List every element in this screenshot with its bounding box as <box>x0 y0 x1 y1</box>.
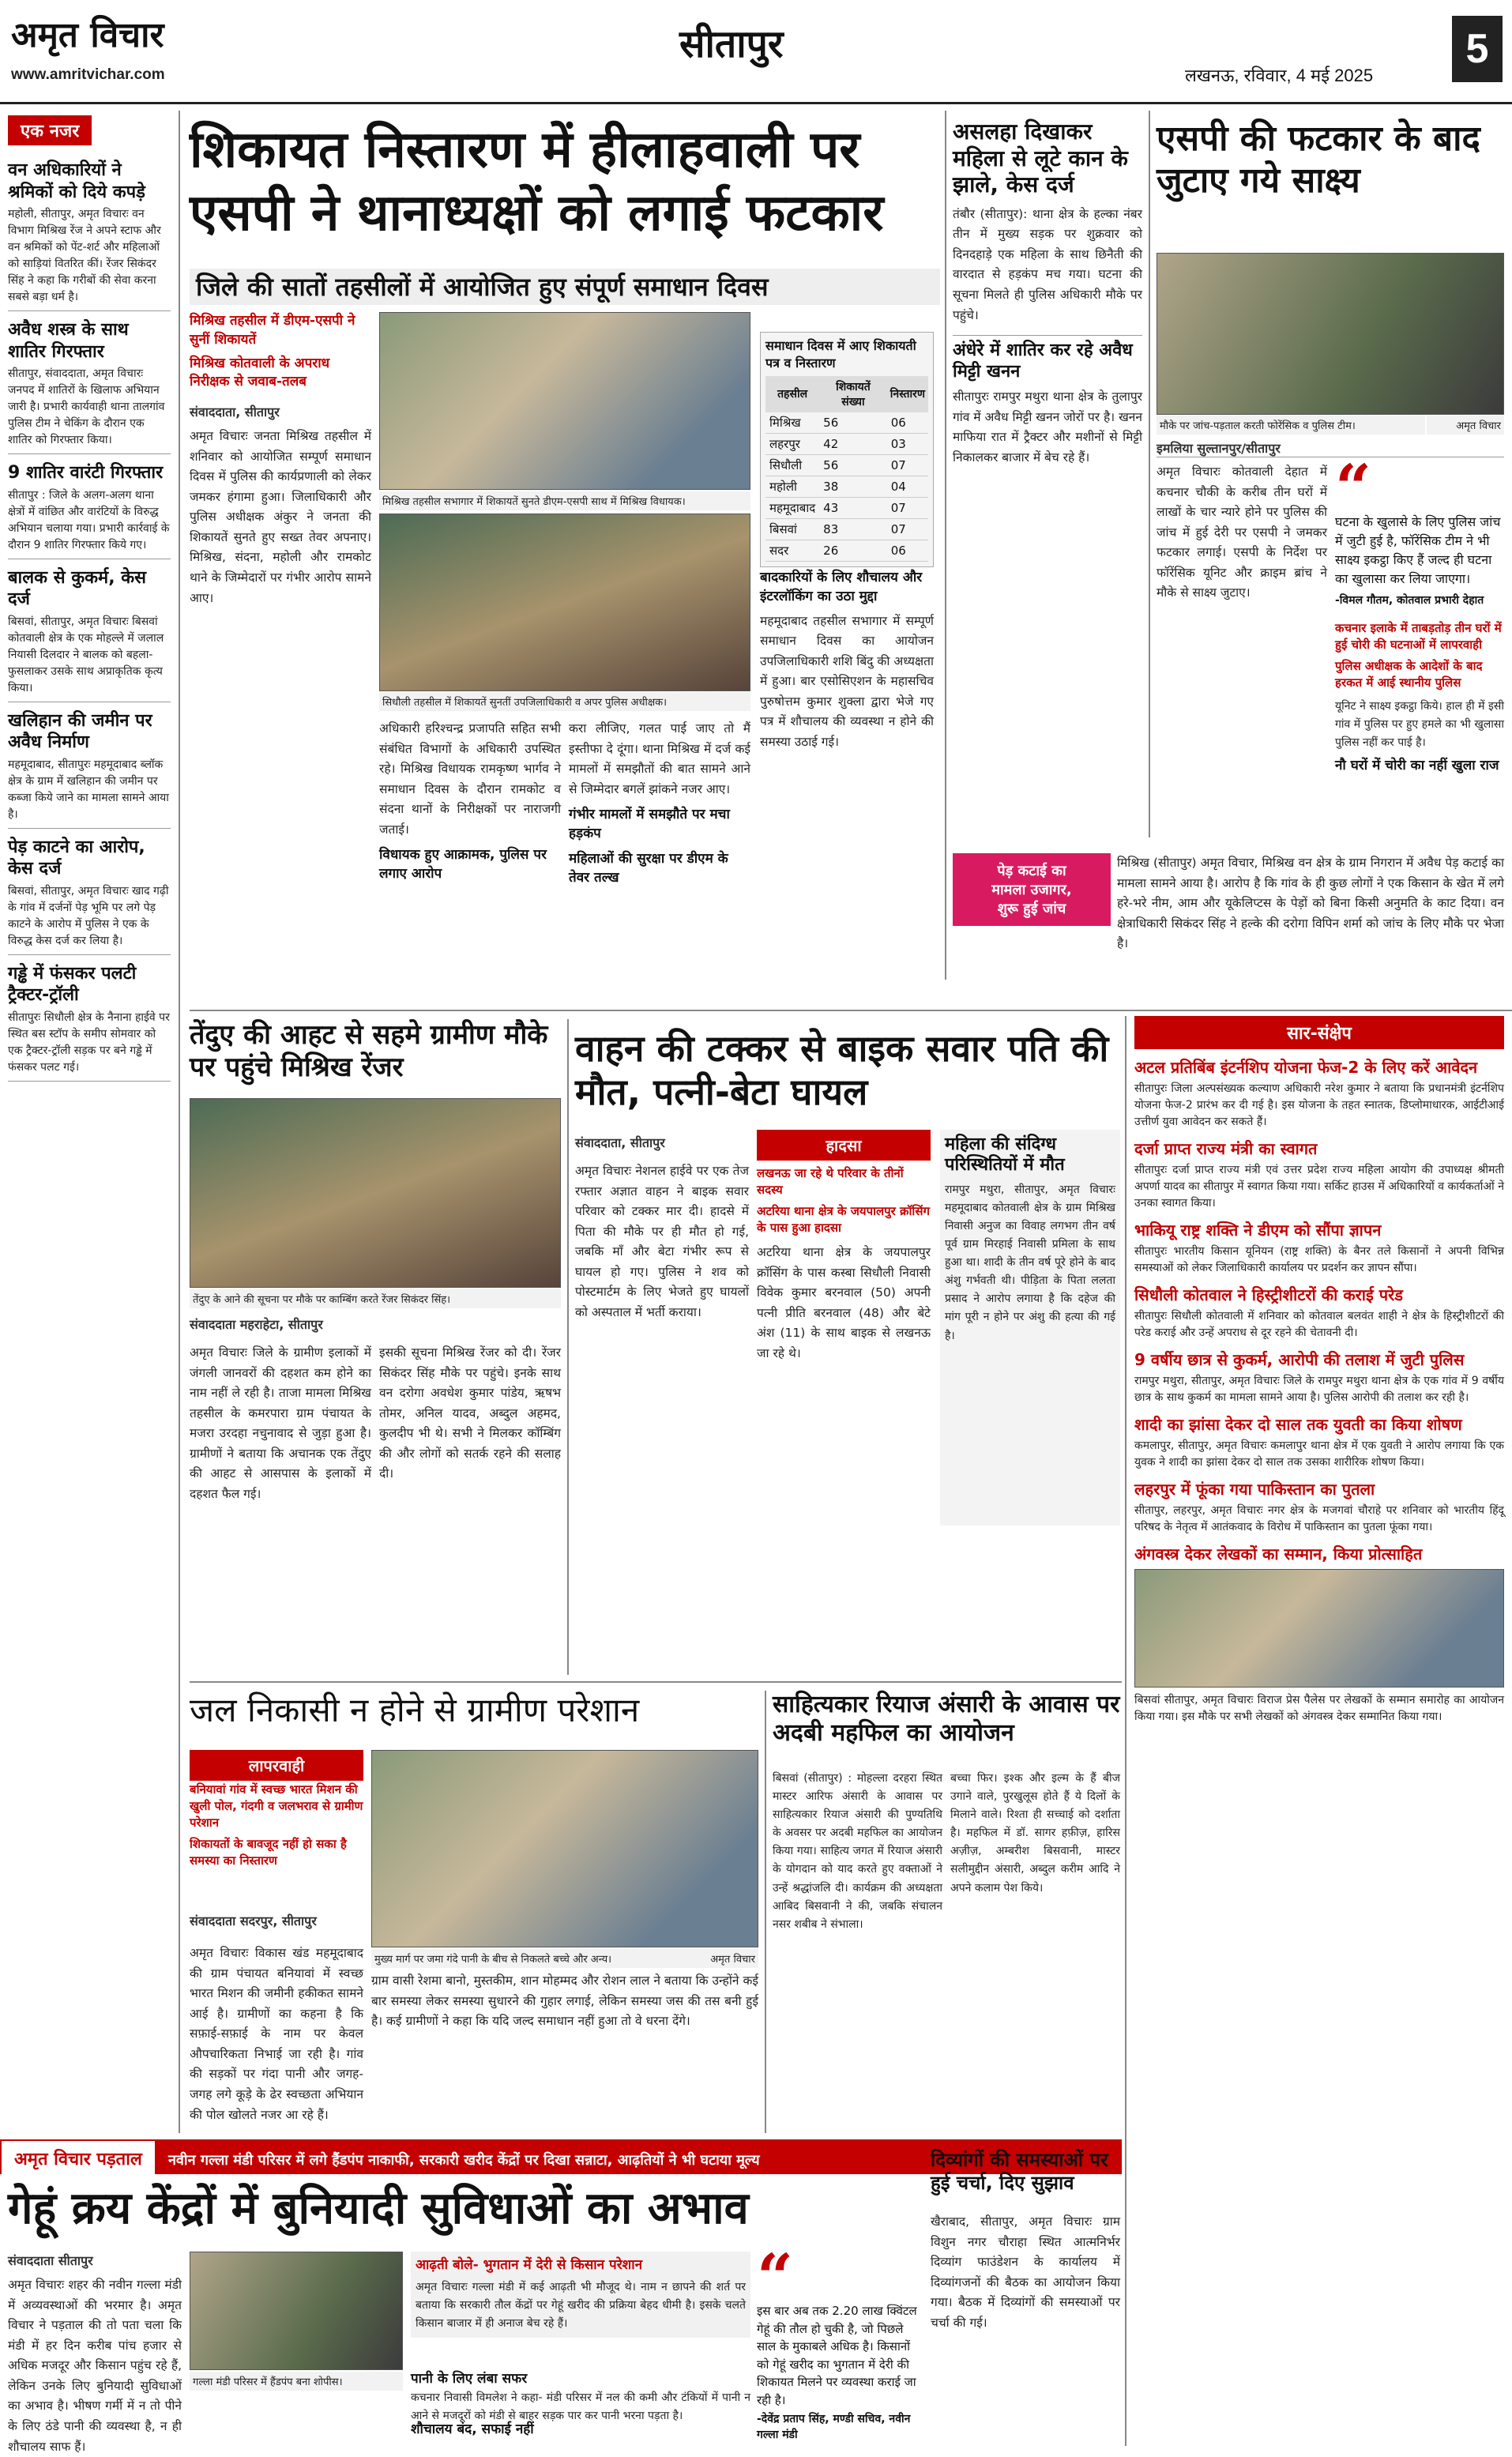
divyang-headline[interactable]: दिव्यांगों की समस्याओं पर हुई चर्चा, दिए सुझाव <box>931 2149 1108 2194</box>
lead-points <box>190 312 371 420</box>
lead-col2 <box>379 719 561 884</box>
sar-item-text: सीतापुर, लहरपुर, अमृत विचारः नगर क्षेत्र के मजगवां चौराहे पर शनिवार को भारतीय हिंदू परिषद के नेतृत्व में आतंकवाद के विरोध में पाकिस्तान का पुतला फूंका गया। <box>1134 1504 1504 1533</box>
lead-subhead: गंभीर मामलों में समझौते पर मचा हड़कंप <box>569 807 730 842</box>
brief-item <box>8 567 171 702</box>
brief-item <box>8 837 171 955</box>
sar-photo <box>1134 1569 1504 1688</box>
sar-item-text: कमलापुर, सीतापुर, अमृत विचारः कमलापुर थाना क्षेत्र में एक युवती ने आरोप लगाया कि एक युवक ने शादी का झांसा देकर दो साल तक उसका शारीरिक शोषण किया। <box>1134 1439 1504 1469</box>
lead-col4 <box>760 569 934 943</box>
quote-author: -विमल गौतम, कोतवाल प्रभारी देहात <box>1335 594 1484 607</box>
sar-item-title[interactable]: दर्जा प्राप्त राज्य मंत्री का स्वागत <box>1134 1139 1318 1158</box>
brief-text: महमूदाबाद, सीतापुरः महमूदाबाद ब्लॉक क्षेत्र के ग्राम में खलिहान की जमीन पर कब्जा किये जाने का मामला सामने आया है। <box>8 758 169 821</box>
brief-item <box>8 319 171 454</box>
padtaal-ticker: नवीन गल्ला मंडी परिसर में लगे हैंडपंप नाकाफी, सरकारी खरीद केंद्रों पर दिखा सन्नाटा, आढ़तियों ने भी घटाया मूल्य <box>167 2152 760 2169</box>
sar-item-title[interactable]: सिधौली कोतवाल ने हिस्ट्रीशीटरों की कराई परेड <box>1134 1285 1403 1304</box>
sp-point: कचनार इलाके में ताबड़तोड़ तीन घरों में हुई चोरी की घटनाओं में लापरवाही <box>1335 620 1502 652</box>
cell: 43 <box>819 497 887 518</box>
table-header: शिकायतें संख्या <box>819 376 887 412</box>
cell: सिधौली <box>765 454 819 476</box>
byline: संवाददाता, सीतापुर <box>190 404 280 420</box>
byline: इमलिया सुल्तानपुर/सीतापुर <box>1157 439 1504 457</box>
accident-point: लखनऊ जा रहे थे परिवार के तीनों सदस्य <box>757 1166 904 1197</box>
section-rule <box>190 1681 1122 1683</box>
brief-item <box>8 963 171 1082</box>
sp-body: अमृत विचारः कोतवाली देहात में कचनार चौकी के करीब तीन घरों में लाखों के चार न्यारे होने पर पुलिस की जांच में हुई देरी पर एसपी ने जमकर फटकार लगाई। एसपी के निर्देश पर फॉरेंसिक यूनिट और क्राइम ब्रांच ने मौके से साक्ष्य जुटाए। <box>1157 465 1327 600</box>
mining-body: सीतापुरः रामपुर मथुरा थाना क्षेत्र के तुलापुर गांव में अवैध मिट्टी खनन जोरों पर है। खनन माफिया रात में ट्रैक्टर और मशीनों से मिट्टी निकालकर बाजार में बेच रहे हैं। <box>953 389 1142 465</box>
column-rule <box>945 111 946 980</box>
leopard-body: अमृत विचारः जिले के ग्रामीण इलाकों में जंगली जानवरों की दहशत कम होने का नाम नहीं ले रही है। ताजा मामला मिश्रिख तहसील के कमरपारा ग्राम पंचायत के मजरा उरदहा नचुनावाद से जुड़ा हुआ है। ग्रामीणों ने बताया कि अचानक एक तेंदुए की आहट से आसपास के इलाकों में दहशत फैल गई। <box>190 1345 371 1501</box>
literary-body-2: बच्चा फिर। इश्क और इल्म के हैं बीज उगाने वाले, पुरखुलूस होते हैं ये दिलों के मिलाने वाले। रिश्ता ही सच्चाई को दर्शाता है। महफिल में डॉ. सागर हफ़ीज़, हारिस अज़ीज़, अम्बरीश बिसवानी, मास्टर सलीमुद्दीन अंसारी, अब्दुल करीम आदि ने अपने कलाम पेश किये। <box>950 1772 1120 1894</box>
water-points <box>190 1782 363 1869</box>
table-row <box>765 433 928 454</box>
lead-body-col4: महमूदाबाद तहसील सभागार में सम्पूर्ण समाधान दिवस का आयोजन उपजिलाधिकारी शशि बिंदु की अध्यक्षता में हुआ। बार एसोसिएशन के महासचिव पुरुषोत्तम कुमार शुक्ला द्वारा भेजे गए पत्र में शौचालय की व्यवस्था न होने की समस्या उठाई गई। <box>760 613 934 749</box>
sar-item-title[interactable]: शादी का झांसा देकर दो साल तक युवती का किया शोषण <box>1134 1415 1462 1434</box>
brief-title: खलिहान की जमीन पर अवैध निर्माण <box>8 710 152 752</box>
brief-text: सीतापुर : जिले के अलग-अलग थाना क्षेत्रों में वांछित और वारंटियों के विरुद्ध अभियान चलाया गया। प्रभारी कार्रवाई के दौरान 9 शातिर गिरफ्तार किये गए। <box>8 488 170 551</box>
cell: 06 <box>887 540 928 561</box>
brief-item <box>8 160 171 311</box>
quote-author: -देवेंद्र प्रताप सिंह, मण्डी सचिव, नवीन गल्ला मंडी <box>757 2413 911 2441</box>
sar-item-text: रामपुर मथुरा, सीतापुर, अमृत विचारः जिले के रामपुर मथुरा थाना क्षेत्र के एक गांव में 9 वर्षीय छात्र के साथ कुकर्म का मामला सामने आया है। पुलिस आरोपी की तलाश कर रही है। <box>1134 1375 1504 1404</box>
byline: संवाददाता सीतापुर <box>8 2253 93 2268</box>
suicide-headline[interactable]: महिला की संदिग्ध परिस्थितियों में मौत <box>945 1134 1065 1176</box>
sp-point: पुलिस अधीक्षक के आदेशों के बाद हरकत में आई स्थानीय पुलिस <box>1335 658 1483 690</box>
column-rule <box>567 1019 569 1675</box>
cell: 26 <box>819 540 887 561</box>
quote-mark-icon: “ <box>1335 450 1372 525</box>
tree-tag <box>953 853 1111 926</box>
wheat-body: अमृत विचारः शहर की नवीन गल्ला मंडी में अव्यवस्थाओं की भरमार है। अमृत विचार ने पड़ताल की तो पता चला कि मंडी में हर दिन करीब पांच हजार से अधिक मजदूर और किसान पहुंच रहे हैं, लेकिन उनके लिए बुनियादी सुविधाओं का अभाव है। भीषण गर्मी में न तो पीने के लिए ठंडे पानी की व्यवस्था है, न ही शौचालय साफ हैं। <box>8 2278 182 2454</box>
robbery-headline[interactable]: असलहा दिखाकर महिला से लूटे कान के झाले, केस दर्ज <box>953 119 1128 198</box>
mandi-quote-box <box>757 2240 923 2443</box>
sp-body-2: यूनिट ने साक्ष्य इकट्ठा किये। हाल ही में इसी गांव में पुलिस पर हुए हमले का भी खुलासा पुलिस नहीं कर पाई है। <box>1335 699 1504 749</box>
sar-item-title[interactable]: भाकियू राष्ट्र शक्ति ने डीएम को सौंपा ज्ञापन <box>1134 1221 1382 1240</box>
wheat-photo <box>190 2252 403 2370</box>
tree-story-body: मिश्रिख (सीतापुर) अमृत विचार, मिश्रिख वन क्षेत्र के ग्राम निगरान में अवैध पेड़ कटाई का मामला सामने आया है। आरोप है कि गांव के ही कुछ लोगों ने एक किसान के खेत में लगे हरे-भरे नीम, आम और यूकेलिप्टस के पेड़ों को बिना किसी अनुमति के काट दिया। वन क्षेत्राधिकारी सिकंदर सिंह ने हल्के की दरोगा विपिन शर्मा को जांच के लिए मौके पर भेजा है। <box>1117 856 1504 951</box>
brief-text: सीतापुरः सिधौली क्षेत्र के नैनाना हाईवे पर स्थित बस स्टॉप के समीप सोमवार को एक ट्रैक्टर-ट्रॉली सड़क पर बने गड्ढे में फंसकर पलट गई। <box>8 1010 170 1074</box>
cell: 56 <box>819 454 887 476</box>
sar-item <box>1134 1220 1504 1277</box>
tag-line: पेड़ कटाई का <box>997 863 1066 879</box>
quote-mark-icon: “ <box>757 2240 794 2314</box>
byline: संवाददाता महराहेटा, सीतापुर <box>190 1317 323 1332</box>
cell: 06 <box>887 412 928 434</box>
page-number: 5 <box>1452 16 1503 82</box>
sar-item-title[interactable]: अंगवस्त्र देकर लेखकों का सम्मान, किया प्रोत्साहित <box>1134 1545 1423 1563</box>
sar-item-title[interactable]: अटल प्रतिबिंब इंटर्नशिप योजना फेज-2 के लिए करें आवेदन <box>1134 1058 1478 1077</box>
table-header: निस्तारण <box>887 376 928 412</box>
wheat-body-2: कचनार निवासी विमलेश ने कहा- मंडी परिसर में नल की कमी और टंकियों में पानी न आने से मजदूरों को मंडी से बाहर सड़क पार कर पानी भरना पड़ता है। <box>411 2391 750 2422</box>
sp-subhead: नौ घरों में चोरी का नहीं खुला राज <box>1335 757 1499 773</box>
water-headline[interactable]: जल निकासी न होने से ग्रामीण परेशान <box>190 1691 640 1729</box>
brief-text: सीतापुर, संवाददाता, अमृत विचारः जनपद में शातिरों के खिलाफ अभियान जारी है। प्रभारी कार्यवाही थाना तालगांव पुलिस टीम ने चेकिंग के दौरान एक शातिर को गिरफ्तार किया। <box>8 367 165 446</box>
brief-text: महोली, सीतापुर, अमृत विचारः वन विभाग मिश्रिख रेंज ने अपने स्टाफ और वन श्रमिकों को पेंट-शर्ट और महिलाओं को साड़ियां वितरित कीं। रेंजर सिकंदर सिंह ने कहा कि गरीबों की सेवा करना सबसे बड़ा धर्म है। <box>8 208 161 303</box>
column-rule <box>1149 111 1150 837</box>
sar-item-title[interactable]: 9 वर्षीय छात्र से कुकर्म, आरोपी की तलाश में जुटी पुलिस <box>1134 1350 1465 1369</box>
brief-title: गड्ढे में फंसकर पलटी ट्रैक्टर-ट्रॉली <box>8 963 137 1005</box>
wheat-box <box>411 2252 750 2338</box>
brief-title: अवैध शस्त्र के साथ शातिर गिरफ्तार <box>8 320 129 362</box>
sar-item <box>1134 1479 1504 1536</box>
sar-sankshep-column <box>1125 1016 1512 2446</box>
cell: 03 <box>887 433 928 454</box>
accident-point: अटरिया थाना क्षेत्र के जयपालपुर क्रॉसिंग के पास हुआ हादसा <box>757 1204 930 1235</box>
lead-photo-2 <box>379 514 750 691</box>
table-row <box>765 412 928 434</box>
wheat-subhead: शौचालय बंद, सफाई नहीं <box>411 2421 534 2437</box>
photo-caption: मुख्य मार्ग पर जमा गंदे पानी के बीच से निकलते बच्चे और अन्य। <box>371 1949 687 1968</box>
tag-line: शुरू हुई जांच <box>997 901 1066 917</box>
cell: महमूदाबाद <box>765 497 819 518</box>
water-photo <box>371 1750 758 1947</box>
lead-body-col2: अधिकारी हरिश्चन्द्र प्रजापति सहित सभी संबंधित विभागों के अधिकारी उपस्थित रहे। मिश्रिख विधायक रामकृष्ण भार्गव ने समाधान दिवस के दौरान रामकोट व संदना थानों के निरीक्षकों पर नाराजगी जताई। <box>379 721 561 837</box>
lead-subheadline: जिले की सातों तहसीलों में आयोजित हुए संपूर्ण समाधान दिवस <box>190 269 940 305</box>
table-title: समाधान दिवस में आए शिकायती पत्र व निस्तारण <box>765 338 916 371</box>
sar-item <box>1134 1285 1504 1341</box>
sp-quote: घटना के खुलासे के लिए पुलिस जांच में जुटी हुई है, फॉरेंसिक टीम ने भी साक्ष्य इकट्ठा किए हैं जल्द ही घटना का खुलासा कर लिया जाएगा। <box>1335 514 1501 586</box>
sar-item <box>1134 1544 1504 1725</box>
left-column-briefs <box>0 111 180 2133</box>
section-label-ek-nazar: एक नजर <box>8 115 92 145</box>
table-row <box>765 540 928 561</box>
robbery-body: तंबौर (सीतापुर): थाना क्षेत्र के हल्का नंबर तीन में मुख्य सड़क पर शुक्रवार को दिनदहाड़े एक महिला के साथ छिनैती की वारदात से हड़कंप मच गया। घटना की सूचना मिलते ही पुलिस अधिकारी मौके पर पहुंचे। <box>953 206 1142 322</box>
brief-item <box>8 462 171 559</box>
column-rule <box>765 1691 766 2133</box>
sp-quote-box <box>1335 450 1504 776</box>
cell: 07 <box>887 497 928 518</box>
lead-point: मिश्रिख कोतवाली के अपराध निरीक्षक से जवाब-तलब <box>190 355 330 390</box>
lead-body-col3: करा लीजिए, गलत पाई जाए तो मैं इस्तीफा दे दूंगा। थाना मिश्रिख में दर्ज कई मामलों में समझौतों की बात सामने आने से जिम्मेदार बगलें झांकने नजर आए। <box>569 721 750 796</box>
padtaal-label: अमृत विचार पड़ताल <box>2 2141 155 2176</box>
brief-text: बिसवां, सीतापुर, अमृत विचारः खाद गढ़ी के गांव में दर्जनों पेड़ भूमि पर लगे पेड़ काटने के आरोप में पुलिस ने एक के विरुद्ध केस दर्ज कर लिया है। <box>8 884 169 947</box>
table-header: तहसील <box>765 376 819 412</box>
mining-headline[interactable]: अंधेरे में शातिर कर रहे अवैध मिट्टी खनन <box>953 335 1142 382</box>
wheat-subhead: पानी के लिए लंबा सफर <box>411 2371 528 2387</box>
table-row <box>765 454 928 476</box>
dateline: लखनऊ, रविवार, 4 मई 2025 <box>1185 66 1374 85</box>
literary-headline[interactable]: साहित्यकार रियाज अंसारी के आवास पर अदबी महफिल का आयोजन <box>773 1691 1120 1747</box>
cell: महोली <box>765 476 819 497</box>
table-row <box>765 518 928 540</box>
water-tag: लापरवाही <box>190 1750 363 1781</box>
cell: 56 <box>819 412 887 434</box>
brief-item <box>8 710 171 829</box>
photo-caption: सिधौली तहसील में शिकायतें सुनतीं उपजिलाधिकारी व अपर पुलिस अधीक्षक। <box>379 692 750 711</box>
sar-item <box>1134 1138 1504 1212</box>
cell: 07 <box>887 518 928 540</box>
table-row <box>765 497 928 518</box>
cell: सदर <box>765 540 819 561</box>
literary-body: बिसवां (सीतापुर) : मोहल्ला दरहरा स्थित मास्टर आरिफ अंसारी के आवास पर साहित्यकार रियाज अंसारी की पुण्यतिथि के अवसर पर अदबी महफिल का आयोजन किया गया। साहित्य जगत में रियाज अंसारी के योगदान को याद करते हुए वक्ताओं ने उन्हें श्रद्धांजलि दी। कार्यक्रम की अध्यक्षता आबिद बिसवानी ने की, जबकि संचालन नसर शबीब ने संभाला। <box>773 1772 942 1931</box>
water-body: अमृत विचारः विकास खंड महमूदाबाद की ग्राम पंचायत बनियावां में स्वच्छ भारत मिशन की जमीनी हकीकत सामने आई है। ग्रामीणों का कहना है कि सफ़ाई-सफ़ाई के नाम पर केवल औपचारिकता निभाई जा रही है। गांव की सड़कों पर गंदा पानी और जगह-जगह लगे कूड़े के ढेर स्वच्छता अभियान की पोल खोलते नजर आ रहे हैं। <box>190 1946 363 2122</box>
leopard-body-2: इसकी सूचना मिश्रिख रेंजर को दी। रेंजर सिकंदर सिंह मौके पर पहुंचे। इनके साथ वन दरोगा अवधेश कुमार पांडेय, ऋषभ तोमर, अनिल यादव, अब्दुल अहमद, कुलदीप भी थे। सभी ने मिलकर कॉम्बिंग की और लोगों को सतर्क रहने की सलाह दी। <box>379 1345 561 1481</box>
cell: 42 <box>819 433 887 454</box>
city-title: सीतापुर <box>679 22 784 66</box>
brief-title: वन अधिकारियों ने श्रमिकों को दिये कपड़े <box>8 160 145 202</box>
water-point: शिकायतों के बावजूद नहीं हो सका है समस्या का निस्तारण <box>190 1837 347 1868</box>
lead-subhead: विधायक हुए आक्रामक, पुलिस पर लगाए आरोप <box>379 847 547 882</box>
cell: 04 <box>887 476 928 497</box>
robbery-story <box>953 119 1142 468</box>
photo-caption: तेंदुए के आने की सूचना पर मौके पर काम्बिंग करते रेंजर सिकंदर सिंह। <box>190 1289 561 1308</box>
suicide-body: रामपुर मथुरा, सीतापुर, अमृत विचारः महमूदाबाद कोतवाली क्षेत्र के ग्राम मिश्रिख निवासी अनुज का विवाह लगभग तीन वर्ष पूर्व ग्राम मिरहाई निवासी प्रमिला के साथ हुआ था। शादी के तीन वर्ष पूरे होने के बाद अंशु गर्भवती थी। पीड़िता के पिता ललता प्रसाद ने आरोप लगाया है कि दहेज की मांग पूरी न होने पर अंशु की हत्या की गई है। <box>945 1183 1115 1342</box>
table-row <box>765 476 928 497</box>
byline: संवाददाता सदरपुर, सीतापुर <box>190 1913 317 1928</box>
leopard-headline[interactable]: तेंदुए की आहट से सहमे ग्रामीण मौके पर पहुंचे मिश्रिख रेंजर <box>190 1019 548 1083</box>
sar-item <box>1134 1057 1504 1131</box>
sar-item <box>1134 1414 1504 1471</box>
wheat-col <box>411 2370 750 2440</box>
masthead <box>0 0 1512 104</box>
accident-body-2: अटरिया थाना क्षेत्र के जयपालपुर क्रॉसिंग के पास कस्बा सिधौली निवासी विवेक कुमार बरनवाल (50) अपनी पत्नी प्रीति बरनवाल (48) और बेटे अंश (11) के साथ बाइक से लखनऊ जा रहे थे। <box>757 1245 931 1360</box>
sar-item-text: सीतापुरः दर्जा प्राप्त राज्य मंत्री एवं उत्तर प्रदेश राज्य महिला आयोग की उपाध्यक्ष श्रीमती अपर्णा यादव का सीतापुर में स्वागत किया गया। सर्किट हाउस में अधिकारियों व कार्यकर्ताओं ने उनका स्वागत किया। <box>1134 1164 1504 1210</box>
cell: बिसवां <box>765 518 819 540</box>
website-link[interactable]: www.amritvichar.com <box>11 66 165 83</box>
cell: मिश्रिख <box>765 412 819 434</box>
byline: संवाददाता, सीतापुर <box>575 1135 665 1150</box>
section-rule <box>190 1010 1512 1011</box>
sar-item <box>1134 1349 1504 1406</box>
photo-credit: अमृत विचार <box>687 1949 758 1968</box>
lead-headline[interactable]: शिकायत निस्तारण में हीलाहवाली पर एसपी ने थानाध्यक्षों को लगाई फटकार <box>190 121 884 243</box>
sar-item-text: सीतापुरः भारतीय किसान यूनियन (राष्ट्र शक्ति) के बैनर तले किसानों ने अपनी विभिन्न समस्याओं को लेकर जिलाधिकारी कार्यालय पर प्रदर्शन कर ज्ञापन सौंपा। <box>1134 1245 1504 1274</box>
suicide-story <box>940 1130 1120 1526</box>
cell: लहरपुर <box>765 433 819 454</box>
photo-caption: मिश्रिख तहसील सभागार में शिकायतें सुनते डीएम-एसपी साथ में मिश्रिख विधायक। <box>379 491 750 510</box>
photo-caption: गल्ला मंडी परिसर में हैंडपंप बना शोपीस। <box>190 2372 403 2391</box>
photo-credit: अमृत विचार <box>1427 416 1504 435</box>
newspaper-logo[interactable]: अमृत विचार <box>11 15 164 55</box>
photo-caption: मौके पर जांच-पड़ताल करती फोरेंसिक व पुलिस टीम। <box>1157 416 1425 435</box>
wheat-box-body: अमृत विचारः गल्ला मंडी में कई आढ़ती भी मौजूद थे। नाम न छापने की शर्त पर बताया कि सरकारी तौल केंद्रों पर गेहूं खरीद की प्रक्रिया बेहद धीमी है। इसके चलते किसान बाजार में ही अनाज बेच रहे हैं। <box>416 2280 746 2330</box>
sar-item-text: सीतापुरः जिला अल्पसंख्यक कल्याण अधिकारी नरेश कुमार ने बताया कि प्रधानमंत्री इंटर्नशिप योजना फेज-2 प्रारंभ कर दी गई है। इस योजना के तहत स्नातक, डिप्लोमाधारक, आईटीआई उत्तीर्ण युवा आवेदन कर सकते हैं। <box>1134 1082 1504 1128</box>
lead-subhead: बादकारियों के लिए शौचालय और इंटरलॉकिंग का उठा मुद्दा <box>760 570 923 604</box>
leopard-photo <box>190 1098 561 1288</box>
complaint-table-box <box>760 332 934 567</box>
lead-photo-1 <box>379 312 750 490</box>
cell: 07 <box>887 454 928 476</box>
sar-item-text: सीतापुरः सिधौली कोतवाली में शनिवार को कोतवाल बलवंत शाही ने क्षेत्र के हिस्ट्रीशीटरों की परेड कराई और उन्हें अपराध से दूर रहने की चेतावनी दी। <box>1134 1310 1504 1339</box>
complaint-table <box>765 376 928 562</box>
accident-headline[interactable]: वाहन की टक्कर से बाइक सवार पति की मौत, पत्नी-बेटा घायल <box>575 1027 1109 1114</box>
accident-points <box>757 1130 931 1480</box>
wheat-box-title: आढ़ती बोले- भुगतान में देरी से किसान परेशान <box>416 2257 643 2273</box>
water-point: बनियावां गांव में स्वच्छ भारत मिशन की खुली पोल, गंदगी व जलभराव से ग्रामीण परेशान <box>190 1782 363 1830</box>
brief-title: पेड़ काटने का आरोप, केस दर्ज <box>8 837 145 879</box>
water-body-2: ग्राम वासी रेशमा बानो, मुस्तकीम, शान मोहम्मद और रोशन लाल ने बताया कि उन्होंने कई बार समस्या लेकर समस्या सुधारने की गुहार लगाई, लेकिन समस्या जस की तस बनी हुई है। कई ग्रामीणों ने कहा कि यदि जल्द समाधान नहीं हुआ तो वे धरना देंगे। <box>371 1974 758 2029</box>
lead-subhead: महिलाओं की सुरक्षा पर डीएम के तेवर तल्ख <box>569 850 728 886</box>
lead-body-col1: अमृत विचारः जनता मिश्रिख तहसील में शनिवार को आयोजित सम्पूर्ण समाधान दिवस में पुलिस की कार्यप्रणाली को लेकर जमकर हंगामा हुआ। जिलाधिकारी और पुलिस अधीक्षक अंकुर ने जनता की शिकायतें सुनते हुए सख्त तेवर अपनाए। मिश्रिख, संदना, महोली और रामकोट थाने के जिम्मेदारों पर गंभीर आरोप सामने आए। <box>190 429 371 605</box>
sp-photo <box>1157 253 1504 415</box>
sar-item-title[interactable]: लहरपुर में फूंका गया पाकिस्तान का पुतला <box>1134 1480 1375 1499</box>
brief-title: बालक से कुकर्म, केस दर्ज <box>8 567 146 609</box>
accident-tag: हादसा <box>757 1130 931 1161</box>
divyang-body: खैराबाद, सीतापुर, अमृत विचारः ग्राम विशुन नगर चौराहा स्थित आत्मनिर्भर दिव्यांग फाउंडेशन के कार्यालय में दिव्यांगजनों की बैठक का आयोजन किया गया। बैठक में दिव्यांगों की समस्याओं पर चर्चा की गई। <box>931 2214 1120 2330</box>
brief-title: 9 शातिर वारंटी गिरफ्तार <box>8 463 164 483</box>
tag-line: मामला उजागर, <box>991 882 1072 898</box>
cell: 83 <box>819 518 887 540</box>
lead-point: मिश्रिख तहसील में डीएम-एसपी ने सुनीं शिकायतें <box>190 313 355 348</box>
mandi-quote: इस बार अब तक 2.20 लाख क्विंटल गेहूं की तौल हो चुकी है, जो पिछले साल के मुकाबले अधिक है। किसानों को गेहूं खरीद का भुगतान में देरी की शिकायत मिलने पर व्यवस्था कराई जा रही है। <box>757 2304 917 2407</box>
section-label-sar-sankshep: सार-संक्षेप <box>1134 1016 1504 1049</box>
lead-col3 <box>569 719 750 887</box>
brief-text: बिसवां, सीतापुर, अमृत विचारः बिसवां कोतवाली क्षेत्र के एक मोहल्ले में जलाल नियासी दिलदार ने बालक को बहला-फुसलाकर उसके साथ अप्राकृतिक कृत्य किया। <box>8 615 164 694</box>
wheat-headline[interactable]: गेहूं क्रय केंद्रों में बुनियादी सुविधाओं का अभाव <box>8 2183 749 2234</box>
sar-item-text: बिसवां सीतापुर, अमृत विचारः विराज प्रेस पैलेस पर लेखकों के सम्मान समारोह का आयोजन किया गया। इस मौके पर सभी लेखकों को अंगवस्त्र देकर सम्मानित किया गया। <box>1134 1694 1504 1723</box>
sp-headline[interactable]: एसपी की फटकार के बाद जुटाए गये साक्ष्य <box>1157 119 1480 201</box>
cell: 38 <box>819 476 887 497</box>
accident-body: अमृत विचारः नेशनल हाईवे पर एक तेज रफ्तार अज्ञात वाहन ने बाइक सवार परिवार को टक्कर मार दी। हादसे में पिता की मौके पर ही मौत हो गई, जबकि माँ और बेटा गंभीर रूप से घायल हो गए। पुलिस ने शव को पोस्टमार्टम के लिए भेजते हुए घायलों को अस्पताल में भर्ती कराया। <box>575 1164 749 1319</box>
